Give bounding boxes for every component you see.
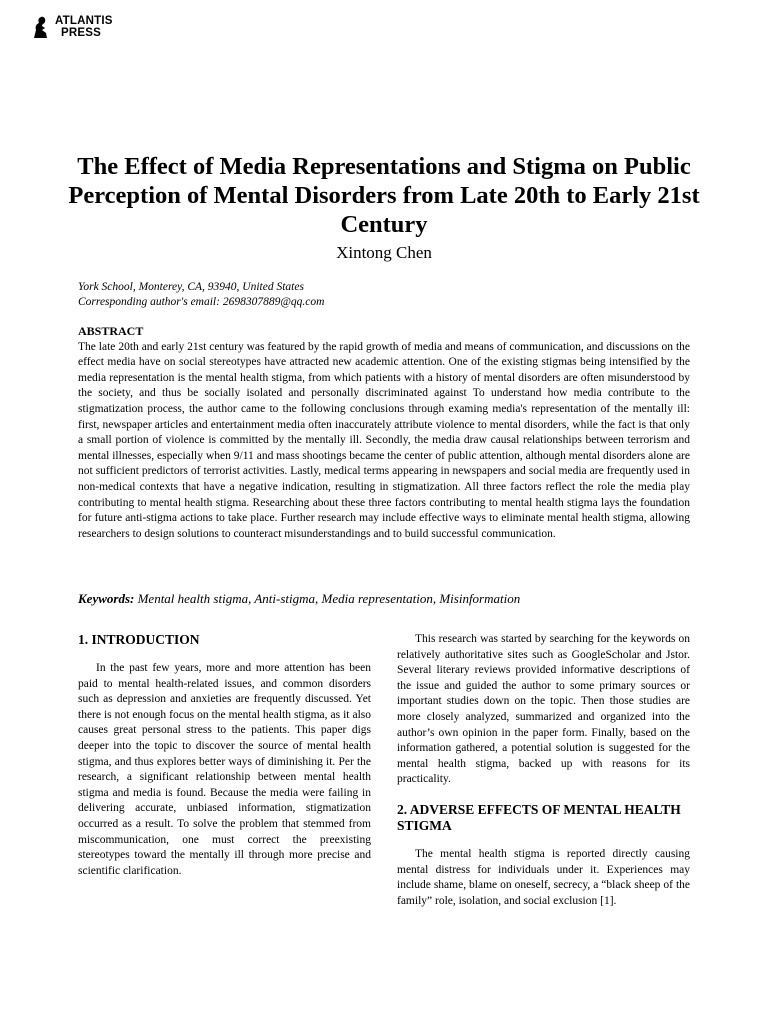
affiliation-block: [78, 280, 324, 309]
abstract-heading: ABSTRACT: [78, 324, 144, 338]
publisher-name-line1: ATLANTIS: [55, 15, 113, 27]
keywords-text: Mental health stigma, Anti-stigma, Media representation, Misinformation: [137, 591, 521, 606]
affiliation: York School, Monterey, CA, 93940, United States: [78, 281, 304, 293]
abstract-text: The late 20th and early 21st century was featured by the rapid growth of media and means of communication, and discussions on the effect media have on social stereotypes have attracted new academic attention. One of the existing stigmas being intensified by the media representation is the mental health stigma, from which patients with a history of mental disorders are often misunderstood by the society, and thus be socially isolated and personally discriminated against To understand how media contribute to the stigmatization process, the author came to the following conclusions through examing media's representation of the mentally ill: first, newspaper articles and entertainment media often inaccurately attribute violence to mental disorders, while the fact is that only a small portion of violence is committed by the mentally ill. Secondly, the media draw causal relationships between terrorism and mental illnesses, especially when 9/11 and mass shootings became the center of public attention, although mental disorders alone are not sufficient predictors of terrorist activities. Lastly, medical terms appearing in newspapers and social media are frequently used in non-medical contexts that have a negative indication, resulting in stigmatization. All three factors reflect the role the media play contributing to mental health stigma. Researching about these three factors contributing to mental health stigma lays the foundation for future anti-stigma actions to take place. Further research may include effective ways to eliminate mental health stigma, allowing researchers to design solutions to counteract misunderstandings and to build successful communication.: [78, 340, 690, 540]
introduction-paragraph: In the past few years, more and more attention has been paid to mental health-related issues, and common disorders such as depression and anxieties are frequently discussed. Yet there is not enough focus on the mental health stigma, as it also causes great personal stress to the patients. This paper digs deeper into the topic to discover the source of mental health stigma, and thus explores better ways of diminishing it. Per the research, a significant relationship between mental health stigma and media is found. Because the media were failing in delivering accurate, unbiased information, stigmatization occurred as a result. To solve the problem that stemmed from miscommunication, one must correct the preexisting stereotypes toward the mentally ill through more precise and scientific clarification.: [78, 662, 371, 877]
method-paragraph: This research was started by searching for the keywords on relatively authoritative sites such as GoogleScholar and Jstor. Several literary reviews provided informative descriptions of the issue and guided the author to some primary sources or important studies down on the topic. Then those studies are more closely analyzed, summarized and organized into the author’s own opinion in the paper form. Finally, based on the information gathered, a potential solution is suggested for the mental health stigma, backed up with reasons for its practicality.: [397, 633, 690, 786]
corresponding-email: Corresponding author's email: 2698307889@qq.com: [78, 295, 325, 308]
thinker-figure-icon: [30, 14, 52, 40]
abstract-block: [78, 324, 690, 542]
author-name: Xintong Chen: [336, 243, 432, 262]
publisher-name: [55, 15, 113, 39]
publisher-name-line2: PRESS: [61, 27, 101, 39]
keywords-label: Keywords:: [78, 591, 135, 606]
adverse-effects-paragraph: The mental health stigma is reported directly causing mental distress for individuals under it. Experiences may include shame, blame on oneself, secrecy, a “black sheep of the family” role, isolation, and social exclusion [1].: [397, 847, 690, 907]
section-heading-adverse-effects: 2. ADVERSE EFFECTS OF MENTAL HEALTH STIGMA: [397, 801, 681, 833]
right-column: [397, 632, 690, 909]
publisher-logo: [30, 14, 113, 40]
paper-title: The Effect of Media Representations and Stigma on Public Perception of Mental Disorders from Late 20th to Early 21st Century: [68, 153, 700, 238]
column-spacer: [397, 788, 690, 802]
left-column: [78, 632, 371, 879]
section-heading-introduction: 1. INTRODUCTION: [78, 632, 200, 647]
keywords-line: [78, 590, 690, 607]
